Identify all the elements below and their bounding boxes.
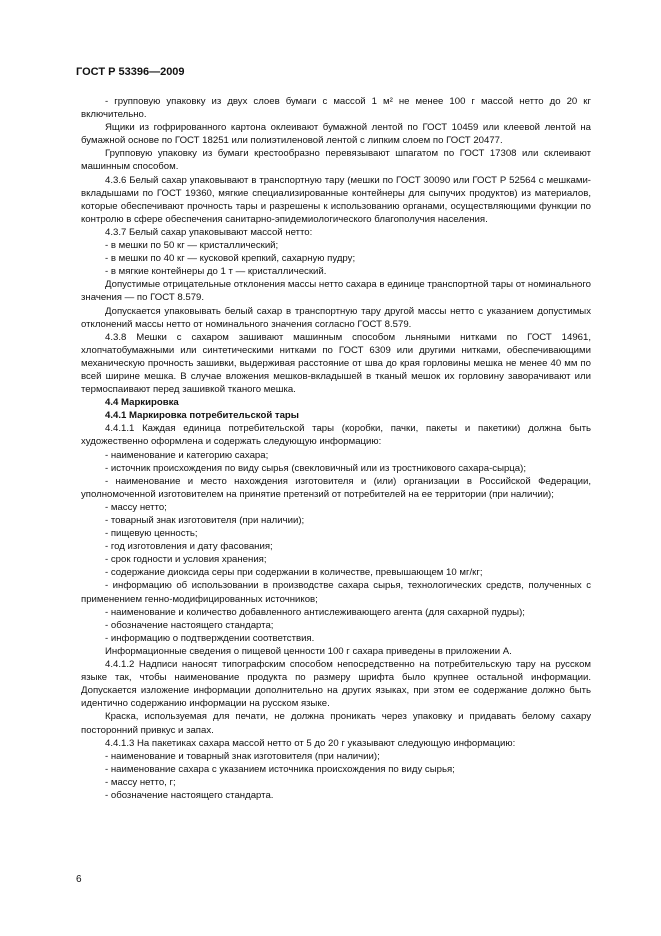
paragraph: - в мягкие контейнеры до 1 т — кристаллический. [105, 266, 327, 278]
paragraph: - массу нетто; [105, 501, 167, 513]
paragraph: - наименование и количество добавленного антислеживающего агента (для сахарной пудры); [105, 606, 525, 618]
paragraph: - содержание диоксида серы при содержании в количестве, превышающем 10 мг/кг; [105, 567, 483, 579]
paragraph: - источник происхождения по виду сырья (свекловичный или из тростникового сахара-сырца); [105, 462, 527, 474]
paragraph: - пищевую ценность; [105, 528, 198, 540]
paragraph: 4.4.1.3 На пакетиках сахара массой нетто от 5 до 20 г указывают следующую информацию: [105, 737, 516, 749]
paragraph: - массу нетто, г; [105, 776, 176, 788]
paragraph: - обозначение настоящего стандарта. [105, 789, 274, 801]
paragraph: - обозначение настоящего стандарта; [105, 619, 274, 631]
paragraph: - год изготовления и дату фасования; [105, 541, 273, 553]
paragraph: Групповую упаковку из бумаги крестообразно перевязывают шпагатом по ГОСТ 17308 или склеивают машинным способом. [81, 148, 591, 173]
paragraph: 4.4.1.1 Каждая единица потребительской тары (коробки, пачки, пакеты и пакетики) должна быть художественно оформлена и содержать следующую информацию: [81, 423, 591, 448]
paragraph: - наименование и место нахождения изготовителя и (или) организации в Российской Федерации, уполномоченной изготовителем на принятие претензий от потребителей на ее территории (при наличии); [81, 475, 591, 500]
paragraph: 4.4.1.2 Надписи наносят типографским способом непосредственно на потребительскую тару на русском языке так, чтобы наименование продукта по размеру шрифта было крупнее остальной информации. Допускается изложение информации дополнительно на других языках, при этом ее содержание должно быть идентично содержанию информации на русском языке. [81, 659, 591, 710]
page-number: 6 [76, 874, 82, 885]
paragraph: - наименование и категорию сахара; [105, 449, 269, 461]
paragraph: - информацию об использовании в производстве сахара сырья, технологических средств, полученных с применением генно-модифицированных источников; [81, 580, 591, 605]
paragraph: 4.3.8 Мешки с сахаром зашивают машинным способом льняными нитками по ГОСТ 14961, хлопчатобумажными или синтетическими нитками по ГОСТ 6309 или другими нитками, обеспечивающими механическую прочность зашивки, выдерживая расстояние от шва до края горловины мешка не менее 40 мм по всей ширине мешка. В случае вложения мешков-вкладышей в тканый мешок их горловину заворачивают или термоспаивают перед зашивкой тканого мешка. [81, 331, 591, 396]
paragraph: - групповую упаковку из двух слоев бумаги с массой 1 м² не менее 100 г массой нетто до 20 кг включительно. [81, 96, 591, 121]
paragraph: - информацию о подтверждении соответствия. [105, 632, 315, 644]
document-body [81, 95, 591, 802]
paragraph: - наименование сахара с указанием источника происхождения по виду сырья; [105, 763, 455, 775]
paragraph: 4.3.6 Белый сахар упаковывают в транспортную тару (мешки по ГОСТ 30090 или ГОСТ Р 52564 с мешками-вкладышами по ГОСТ 19360, мягкие специализированные контейнеры для сыпучих продуктов) из материалов, которые обеспечивают прочность тары и разрешены к использованию органами, осуществляющими функции по контролю в сфере обеспечения санитарно-эпидемиологического благополучия населения. [81, 174, 591, 225]
paragraph: Краска, используемая для печати, не должна проникать через упаковку и придавать белому сахару посторонний привкус и запах. [81, 711, 591, 736]
paragraph: Информационные сведения о пищевой ценности 100 г сахара приведены в приложении А. [105, 645, 512, 657]
paragraph: - в мешки по 50 кг — кристаллический; [105, 240, 279, 252]
paragraph: - товарный знак изготовителя (при наличии); [105, 515, 305, 526]
paragraph: - в мешки по 40 кг — кусковой крепкий, сахарную пудру; [105, 253, 356, 265]
standard-header: ГОСТ Р 53396—2009 [76, 66, 185, 78]
paragraph: Допустимые отрицательные отклонения массы нетто сахара в единице транспортной тары от номинального значения — по ГОСТ 8.579. [81, 279, 591, 304]
paragraph: 4.3.7 Белый сахар упаковывают массой нетто: [105, 226, 313, 238]
paragraph: Допускается упаковывать белый сахар в транспортную тару другой массы нетто с указанием допустимых отклонений массы нетто от номинального значения согласно ГОСТ 8.579. [81, 305, 591, 330]
paragraph: - наименование и товарный знак изготовителя (при наличии); [105, 750, 380, 762]
paragraph: Ящики из гофрированного картона оклеивают бумажной лентой по ГОСТ 10459 или клеевой лентой на бумажной основе по ГОСТ 18251 или полиэтиленовой лентой с липким слоем по ГОСТ 20477. [81, 122, 591, 147]
section-heading: 4.4 Маркировка [105, 397, 179, 409]
section-heading: 4.4.1 Маркировка потребительской тары [105, 410, 299, 422]
paragraph: - срок годности и условия хранения; [105, 554, 267, 566]
